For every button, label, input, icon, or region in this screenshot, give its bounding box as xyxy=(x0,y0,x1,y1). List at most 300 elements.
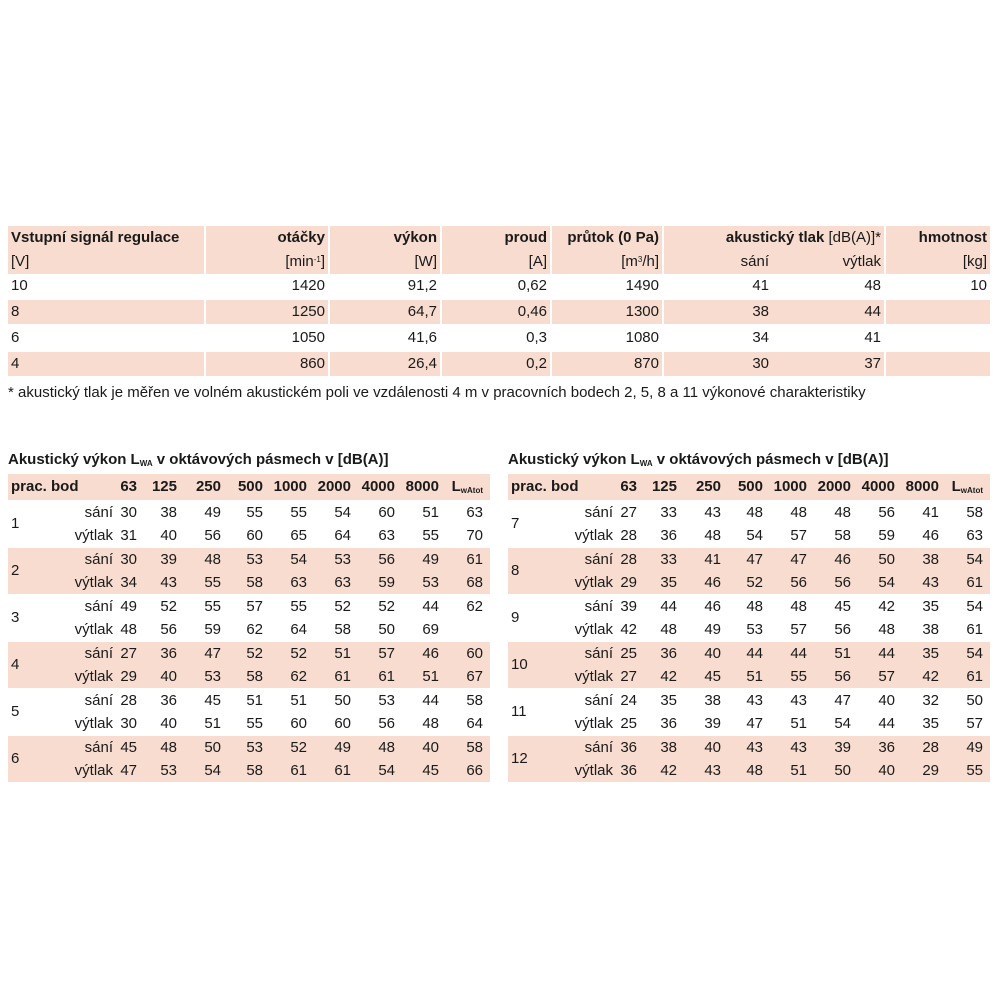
table-cell: 0,46 xyxy=(440,300,550,324)
header-octave-125: 125 xyxy=(151,478,177,495)
work-point-number: 8 xyxy=(511,562,520,579)
value-cell: 60 xyxy=(466,645,483,662)
suction-row xyxy=(548,548,990,571)
value-cell: 55 xyxy=(790,668,807,685)
unit-flow-close: /h] xyxy=(642,253,659,270)
discharge-row xyxy=(48,665,490,688)
value-cell: 46 xyxy=(704,574,721,591)
value-cell: 39 xyxy=(160,551,177,568)
value-cell: 49 xyxy=(966,739,983,756)
value-cell: 51 xyxy=(422,668,439,685)
value-cell: 49 xyxy=(120,598,137,615)
sound-power-title xyxy=(508,450,990,472)
value-cell: 61 xyxy=(378,668,395,685)
value-cell: 57 xyxy=(790,527,807,544)
value-cell: 39 xyxy=(620,598,637,615)
value-cell: 60 xyxy=(334,715,351,732)
discharge-row xyxy=(548,759,990,782)
unit-amp: [A] xyxy=(440,250,550,274)
value-cell: 61 xyxy=(334,668,351,685)
value-cell: 58 xyxy=(246,574,263,591)
row-label: sání xyxy=(584,598,613,615)
value-cell: 61 xyxy=(966,574,983,591)
table-cell: 30 xyxy=(662,352,772,376)
value-cell: 45 xyxy=(204,692,221,709)
discharge-row xyxy=(48,712,490,735)
value-cell: 38 xyxy=(922,621,939,638)
header-octave-1000: 1000 xyxy=(273,478,307,495)
value-cell: 54 xyxy=(966,551,983,568)
row-label: sání xyxy=(84,739,113,756)
work-point-number: 5 xyxy=(11,703,20,720)
value-cell: 47 xyxy=(790,551,807,568)
table-cell: 37 xyxy=(864,355,881,372)
work-point-group xyxy=(8,501,490,547)
value-cell: 60 xyxy=(246,527,263,544)
value-cell: 45 xyxy=(834,598,851,615)
suction-row xyxy=(548,595,990,618)
value-cell: 64 xyxy=(466,715,483,732)
value-cell: 39 xyxy=(704,715,721,732)
row-label: sání xyxy=(584,551,613,568)
value-cell: 51 xyxy=(204,715,221,732)
performance-body xyxy=(8,274,990,376)
value-cell: 63 xyxy=(466,504,483,521)
value-cell: 52 xyxy=(334,598,351,615)
value-cell: 61 xyxy=(966,668,983,685)
value-cell: 40 xyxy=(704,645,721,662)
unit-rpm-exp: -1 xyxy=(313,255,321,264)
value-cell: 55 xyxy=(246,504,263,521)
value-cell: 36 xyxy=(620,739,637,756)
value-cell: 44 xyxy=(660,598,677,615)
value-cell: 52 xyxy=(746,574,763,591)
value-cell: 52 xyxy=(378,598,395,615)
value-cell: 68 xyxy=(466,574,483,591)
value-cell: 36 xyxy=(660,527,677,544)
work-point-lines xyxy=(48,689,490,735)
value-cell: 44 xyxy=(746,645,763,662)
value-cell: 48 xyxy=(204,551,221,568)
value-cell: 52 xyxy=(290,645,307,662)
value-cell: 49 xyxy=(422,551,439,568)
value-cell: 47 xyxy=(746,715,763,732)
value-cell: 58 xyxy=(966,504,983,521)
row-label: výtlak xyxy=(574,527,613,544)
value-cell: 48 xyxy=(422,715,439,732)
discharge-row xyxy=(548,571,990,594)
value-cell: 47 xyxy=(120,762,137,779)
header-octave-8000: 8000 xyxy=(905,478,939,495)
header-octave-125: 125 xyxy=(651,478,677,495)
value-cell: 29 xyxy=(922,762,939,779)
value-cell: 60 xyxy=(290,715,307,732)
work-point-number: 12 xyxy=(511,750,528,767)
sound-power-title xyxy=(8,450,490,472)
table-cell: 41 xyxy=(662,274,772,298)
value-cell: 58 xyxy=(466,692,483,709)
work-point-group xyxy=(8,736,490,782)
value-cell: 27 xyxy=(620,668,637,685)
value-cell: 55 xyxy=(966,762,983,779)
octave-header-row xyxy=(508,474,990,500)
title-sub: WA xyxy=(139,459,153,468)
value-cell: 55 xyxy=(204,574,221,591)
row-label: výtlak xyxy=(74,715,113,732)
sound-pressure-unit: [dB(A)]* xyxy=(828,229,881,246)
table-row xyxy=(8,300,990,324)
value-cell: 49 xyxy=(704,621,721,638)
value-cell: 48 xyxy=(704,527,721,544)
value-cell: 44 xyxy=(790,645,807,662)
value-cell: 64 xyxy=(334,527,351,544)
value-cell: 54 xyxy=(966,645,983,662)
value-cell: 52 xyxy=(246,645,263,662)
value-cell: 56 xyxy=(834,668,851,685)
value-cell: 38 xyxy=(704,692,721,709)
value-cell: 42 xyxy=(660,668,677,685)
value-cell: 57 xyxy=(878,668,895,685)
work-point-lines xyxy=(48,501,490,547)
table-cell: 38 xyxy=(662,300,772,324)
value-cell: 40 xyxy=(704,739,721,756)
discharge-row xyxy=(48,618,490,641)
value-cell: 54 xyxy=(746,527,763,544)
table-cell: 1300 xyxy=(550,300,662,324)
header-octave-250: 250 xyxy=(195,478,221,495)
work-point-group xyxy=(508,689,990,735)
value-cell: 56 xyxy=(378,715,395,732)
header-speed: otáčky xyxy=(204,226,328,250)
unit-watt: [W] xyxy=(328,250,440,274)
discharge-row xyxy=(548,665,990,688)
row-label: výtlak xyxy=(74,621,113,638)
discharge-row xyxy=(548,712,990,735)
value-cell: 47 xyxy=(204,645,221,662)
header-octave-4000: 4000 xyxy=(361,478,395,495)
value-cell: 44 xyxy=(422,598,439,615)
work-point-group xyxy=(8,595,490,641)
value-cell: 42 xyxy=(660,762,677,779)
value-cell: 46 xyxy=(922,527,939,544)
row-label: výtlak xyxy=(74,574,113,591)
value-cell: 48 xyxy=(746,762,763,779)
octave-header-row xyxy=(8,474,490,500)
discharge-row xyxy=(48,524,490,547)
table-row xyxy=(8,326,990,350)
value-cell: 55 xyxy=(290,598,307,615)
value-cell: 65 xyxy=(290,527,307,544)
work-point-number: 2 xyxy=(11,562,20,579)
value-cell: 29 xyxy=(620,574,637,591)
value-cell: 42 xyxy=(878,598,895,615)
value-cell: 43 xyxy=(790,692,807,709)
value-cell: 46 xyxy=(704,598,721,615)
unit-suction: sání xyxy=(662,250,772,274)
unit-rpm xyxy=(204,250,328,274)
value-cell: 56 xyxy=(790,574,807,591)
header-sound-pressure xyxy=(662,226,884,250)
value-cell: 42 xyxy=(620,621,637,638)
row-label: výtlak xyxy=(574,574,613,591)
value-cell: 63 xyxy=(966,527,983,544)
discharge-row xyxy=(48,759,490,782)
header-octave-1000: 1000 xyxy=(773,478,807,495)
value-cell: 38 xyxy=(160,504,177,521)
value-cell: 46 xyxy=(422,645,439,662)
value-cell: 53 xyxy=(246,551,263,568)
work-point-group xyxy=(508,736,990,782)
value-cell: 48 xyxy=(378,739,395,756)
value-cell: 24 xyxy=(620,692,637,709)
value-cell: 40 xyxy=(160,527,177,544)
value-cell: 40 xyxy=(878,692,895,709)
row-label: sání xyxy=(584,739,613,756)
footnote: * akustický tlak je měřen ve volném akustickém poli ve vzdálenosti 4 m v pracovních bodech 2, 5, 8 a 11 výkonové charakteristiky xyxy=(8,384,866,401)
unit-flow-exp: 3 xyxy=(637,255,643,264)
header-total-level xyxy=(442,474,486,500)
value-cell: 39 xyxy=(834,739,851,756)
value-cell: 45 xyxy=(704,668,721,685)
table-cell: 8 xyxy=(11,303,20,320)
value-cell: 56 xyxy=(878,504,895,521)
value-cell: 56 xyxy=(834,621,851,638)
value-cell: 28 xyxy=(620,527,637,544)
value-cell: 43 xyxy=(704,504,721,521)
value-cell: 27 xyxy=(120,645,137,662)
value-cell: 54 xyxy=(378,762,395,779)
value-cell: 38 xyxy=(922,551,939,568)
table-cell: 10 xyxy=(884,274,990,298)
table-cell: 1080 xyxy=(550,326,662,350)
work-point-lines xyxy=(548,595,990,641)
row-label: sání xyxy=(84,598,113,615)
value-cell: 36 xyxy=(878,739,895,756)
value-cell: 57 xyxy=(246,598,263,615)
work-point-lines xyxy=(48,548,490,594)
value-cell: 61 xyxy=(290,762,307,779)
work-point-lines xyxy=(548,642,990,688)
value-cell: 41 xyxy=(704,551,721,568)
work-point-group xyxy=(8,548,490,594)
header-octave-8000: 8000 xyxy=(405,478,439,495)
value-cell: 47 xyxy=(746,551,763,568)
value-cell: 58 xyxy=(246,668,263,685)
work-point-number: 3 xyxy=(11,609,20,626)
row-label: sání xyxy=(84,645,113,662)
table-cell: 1490 xyxy=(550,274,662,298)
value-cell: 40 xyxy=(160,668,177,685)
value-cell: 45 xyxy=(422,762,439,779)
value-cell: 67 xyxy=(466,668,483,685)
value-cell: 53 xyxy=(246,739,263,756)
work-point-group xyxy=(508,501,990,547)
table-row xyxy=(8,274,990,298)
value-cell: 54 xyxy=(334,504,351,521)
value-cell: 55 xyxy=(422,527,439,544)
value-cell: 34 xyxy=(120,574,137,591)
discharge-row xyxy=(548,524,990,547)
value-cell: 48 xyxy=(790,598,807,615)
table-row xyxy=(8,352,990,376)
value-cell: 56 xyxy=(204,527,221,544)
value-cell: 48 xyxy=(746,598,763,615)
header-total-sub: wAtot xyxy=(460,486,483,495)
table-cell: 1250 xyxy=(204,300,328,324)
value-cell: 58 xyxy=(834,527,851,544)
table-cell xyxy=(884,352,990,376)
value-cell: 51 xyxy=(290,692,307,709)
suction-row xyxy=(48,642,490,665)
value-cell: 59 xyxy=(204,621,221,638)
table-cell: 26,4 xyxy=(328,352,440,376)
work-point-lines xyxy=(48,736,490,782)
value-cell: 51 xyxy=(790,715,807,732)
value-cell: 33 xyxy=(660,504,677,521)
work-point-number: 6 xyxy=(11,750,20,767)
value-cell: 30 xyxy=(120,715,137,732)
value-cell: 35 xyxy=(922,645,939,662)
work-point-lines xyxy=(48,642,490,688)
work-point-lines xyxy=(548,736,990,782)
value-cell: 62 xyxy=(246,621,263,638)
header-octave-2000: 2000 xyxy=(817,478,851,495)
row-label: sání xyxy=(584,645,613,662)
header-total-base: L xyxy=(951,478,961,495)
value-cell: 45 xyxy=(120,739,137,756)
row-label: výtlak xyxy=(574,762,613,779)
title-prefix: Akustický výkon L xyxy=(508,451,640,468)
value-cell: 63 xyxy=(290,574,307,591)
table-cell: 64,7 xyxy=(328,300,440,324)
table-cell: 0,62 xyxy=(440,274,550,298)
unit-rpm-close: ] xyxy=(320,253,325,270)
value-cell: 51 xyxy=(422,504,439,521)
value-cell: 57 xyxy=(378,645,395,662)
work-point-group xyxy=(8,689,490,735)
suction-row xyxy=(48,501,490,524)
value-cell: 41 xyxy=(922,504,939,521)
suction-row xyxy=(548,642,990,665)
header-weight: hmotnost xyxy=(884,226,990,250)
value-cell: 33 xyxy=(660,551,677,568)
value-cell: 62 xyxy=(466,598,483,615)
value-cell: 59 xyxy=(378,574,395,591)
value-cell: 50 xyxy=(334,692,351,709)
work-point-number: 9 xyxy=(511,609,520,626)
suction-row xyxy=(548,501,990,524)
table-cell: 34 xyxy=(662,326,772,350)
unit-kg: [kg] xyxy=(884,250,990,274)
unit-flow xyxy=(550,250,662,274)
header-total-level xyxy=(942,474,986,500)
work-point-number: 1 xyxy=(11,515,20,532)
value-cell: 47 xyxy=(834,692,851,709)
value-cell: 25 xyxy=(620,715,637,732)
row-label: výtlak xyxy=(74,527,113,544)
value-cell: 35 xyxy=(660,692,677,709)
value-cell: 64 xyxy=(290,621,307,638)
suction-row xyxy=(548,736,990,759)
suction-row xyxy=(48,595,490,618)
table-cell: 0,2 xyxy=(440,352,550,376)
value-cell: 50 xyxy=(378,621,395,638)
value-cell: 48 xyxy=(790,504,807,521)
title-suffix: v oktávových pásmech v [dB(A)] xyxy=(152,451,389,468)
header-octave-63: 63 xyxy=(620,478,637,495)
value-cell: 43 xyxy=(790,739,807,756)
table-cell: 91,2 xyxy=(328,274,440,298)
unit-flow-base: [m xyxy=(621,253,638,270)
value-cell: 61 xyxy=(966,621,983,638)
value-cell: 29 xyxy=(120,668,137,685)
fan-performance-table xyxy=(8,226,990,378)
value-cell: 44 xyxy=(878,645,895,662)
value-cell: 31 xyxy=(120,527,137,544)
row-label: sání xyxy=(584,504,613,521)
suction-row xyxy=(48,548,490,571)
value-cell: 43 xyxy=(160,574,177,591)
value-cell xyxy=(442,618,486,641)
discharge-row xyxy=(548,618,990,641)
value-cell: 55 xyxy=(204,598,221,615)
value-cell: 28 xyxy=(120,692,137,709)
value-cell: 44 xyxy=(422,692,439,709)
row-label: výtlak xyxy=(574,715,613,732)
value-cell: 30 xyxy=(120,551,137,568)
header-work-point: prac. bod xyxy=(11,478,79,495)
table-cell: 10 xyxy=(11,277,28,294)
value-cell: 53 xyxy=(204,668,221,685)
row-label: sání xyxy=(584,692,613,709)
title-suffix: v oktávových pásmech v [dB(A)] xyxy=(652,451,889,468)
table-cell: 1050 xyxy=(204,326,328,350)
header-octave-63: 63 xyxy=(120,478,137,495)
table-cell xyxy=(884,326,990,350)
value-cell: 63 xyxy=(334,574,351,591)
value-cell: 61 xyxy=(466,551,483,568)
value-cell: 59 xyxy=(878,527,895,544)
unit-volt: [V] xyxy=(11,253,30,270)
work-point-number: 11 xyxy=(511,703,527,720)
header-octave-500: 500 xyxy=(237,478,263,495)
work-point-group xyxy=(508,642,990,688)
header-current: proud xyxy=(440,226,550,250)
value-cell: 62 xyxy=(290,668,307,685)
header-total-base: L xyxy=(451,478,461,495)
value-cell: 51 xyxy=(334,645,351,662)
suction-row xyxy=(48,736,490,759)
value-cell: 49 xyxy=(204,504,221,521)
header-octave-250: 250 xyxy=(695,478,721,495)
suction-row xyxy=(48,689,490,712)
value-cell: 32 xyxy=(922,692,939,709)
value-cell: 50 xyxy=(966,692,983,709)
work-point-number: 10 xyxy=(511,656,528,673)
header-signal: Vstupní signál regulace xyxy=(11,229,180,246)
table-cell: 48 xyxy=(864,277,881,294)
row-label: výtlak xyxy=(574,621,613,638)
value-cell: 51 xyxy=(246,692,263,709)
value-cell: 53 xyxy=(160,762,177,779)
row-label: výtlak xyxy=(74,668,113,685)
value-cell: 58 xyxy=(246,762,263,779)
table-cell: 1420 xyxy=(204,274,328,298)
value-cell: 53 xyxy=(746,621,763,638)
header-octave-500: 500 xyxy=(737,478,763,495)
table-cell: 41,6 xyxy=(328,326,440,350)
work-point-number: 7 xyxy=(511,515,520,532)
